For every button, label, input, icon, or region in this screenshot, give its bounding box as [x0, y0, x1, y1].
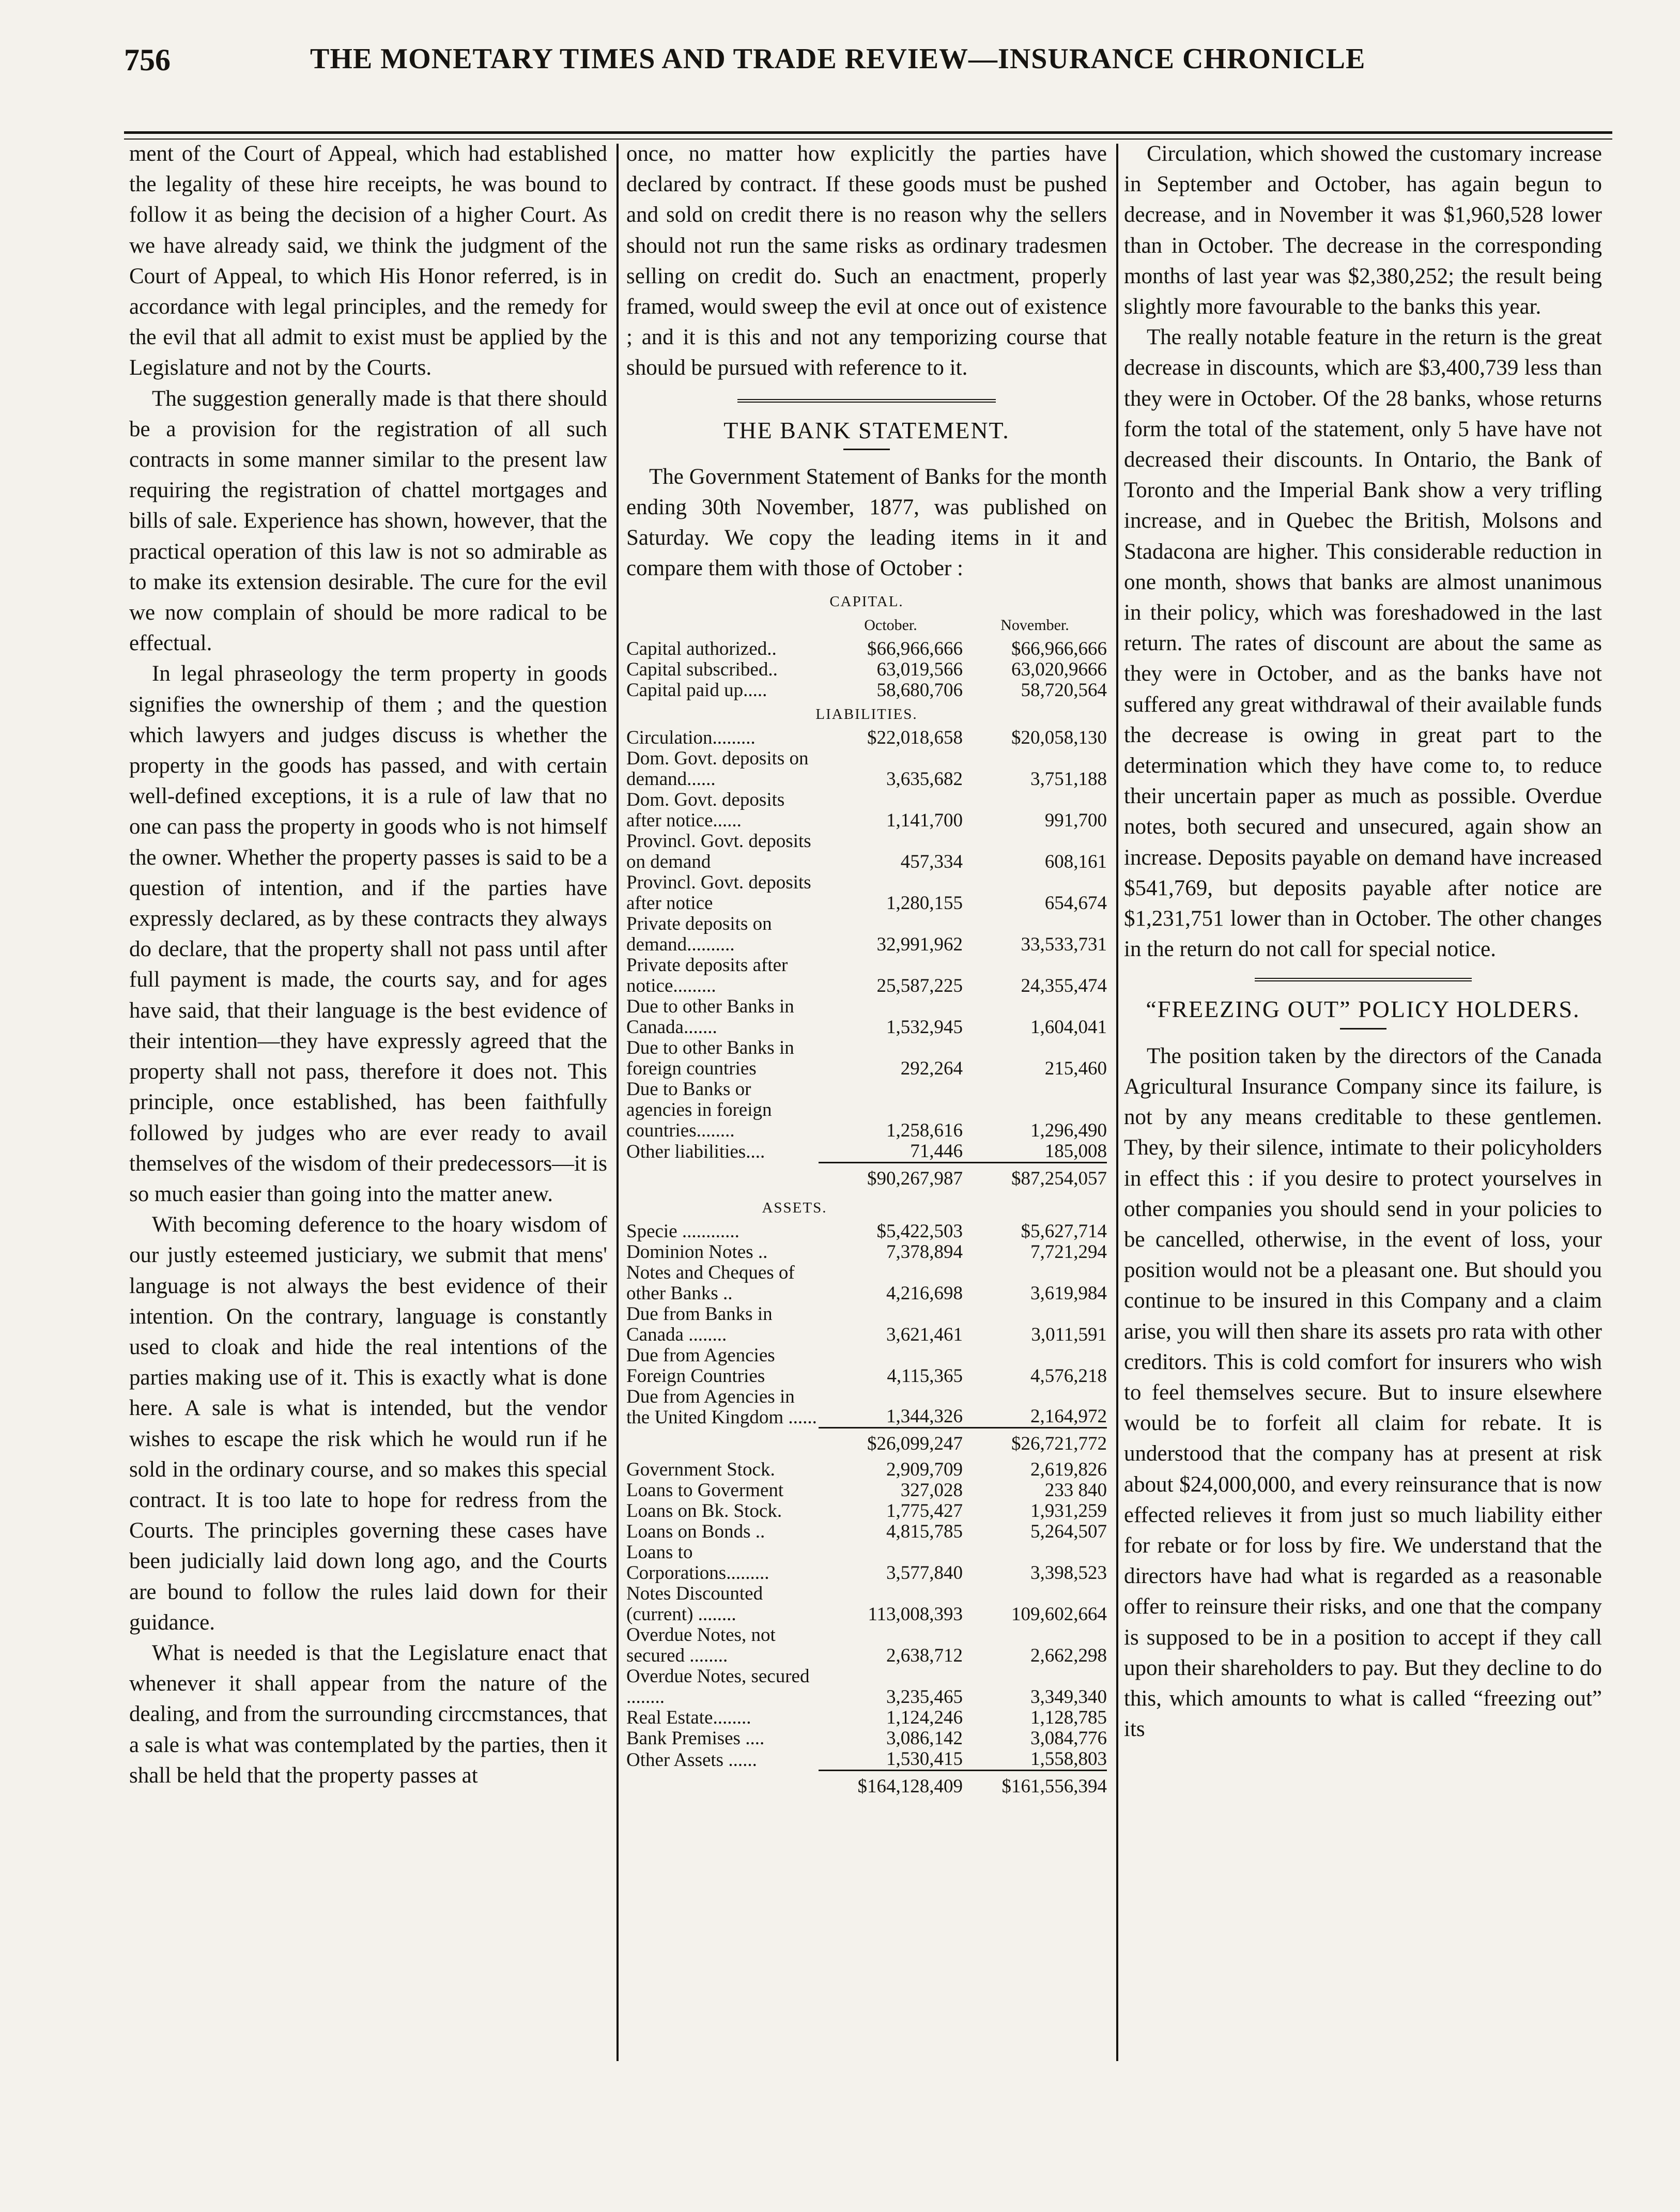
column-head-october: October.	[864, 616, 917, 634]
october-value: 4,115,365	[887, 1365, 963, 1387]
row-label: Overdue Notes, not secured ........	[626, 1624, 776, 1667]
november-value: 109,602,664	[1011, 1604, 1107, 1625]
november-value: 7,721,294	[1030, 1241, 1107, 1263]
row-label: Due to Banks or agencies in foreign countries........	[626, 1078, 772, 1141]
row-label: Due from Agencies Foreign Countries	[626, 1344, 775, 1387]
capital-row	[626, 659, 1107, 680]
october-value: 3,621,461	[886, 1324, 963, 1345]
asset-row	[626, 1263, 1107, 1304]
asset-row	[626, 1542, 1107, 1584]
liability-row	[626, 1038, 1107, 1079]
running-title: THE MONETARY TIMES AND TRADE REVIEW—INSURANCE CHRONICLE	[310, 43, 1366, 75]
row-label: Dom. Govt. deposits after notice......	[626, 789, 785, 831]
row-label: Due from Agencies in the United Kingdom ......	[626, 1386, 817, 1428]
october-value: 1,530,415	[886, 1748, 963, 1770]
capital-heading: CAPITAL.	[829, 593, 904, 610]
article-paragraph: Circulation, which showed the customary increase in September and October, has again begun to decrease, and in November it was $1,960,528 lower than in October. The decrease in the corresponding months of last year was $2,380,252; the result being slightly more favourable to the banks this year.	[1124, 142, 1602, 319]
november-value: 2,662,298	[1030, 1645, 1107, 1667]
october-value: 2,638,712	[886, 1645, 963, 1667]
november-value: 3,398,523	[1030, 1562, 1107, 1584]
row-label: Government Stock.	[626, 1459, 775, 1481]
article-paragraph: With becoming deference to the hoary wisdom of our justly esteemed justiciary, we submit that mens' language is not always the best evidence of their intention. On the contrary, language is constantly used to cloak and hide the real intentions of the parties making use of it. This is exactly what is done here. A sale is what is intended, but the vendor wishes to escape the risk which he would run if he sold in the ordinary course, and so makes this special contract. It is too late to hope for redress from the Courts. The principles governing these cases have been judicially laid down long ago, and the Courts are bound to follow the rules laid down for their guidance.	[129, 1212, 607, 1635]
november-value: 1,558,803	[1030, 1748, 1107, 1770]
october-value: 1,775,427	[886, 1500, 963, 1522]
october-value: 4,216,698	[886, 1282, 963, 1304]
article-paragraph: In legal phraseology the term property in goods signifies the ownership of them ; and the question which lawyers and judges discuss is whether the property in the goods has passed, and with certain well-defined exceptions, it is a rule of law that no one can pass the property in goods who is not himself the owner. Whether the property passes is said to be a question of intention, and if the parties have expressly declared, as by these contracts they always do declare, that the property shall not pass until after full payment is made, the courts say, and for ages have said, that their language is the best evidence of their intention—they have expressly agreed that the property shall not pass, therefore it does not. This principle, once established, has been faithfully followed by judges who are ever ready to avail themselves of the wisdom of their predecessors—it is so much easier than going into the matter anew.	[129, 662, 607, 1206]
liability-row	[626, 1079, 1107, 1141]
asset-row	[626, 1345, 1107, 1387]
row-label: Circulation.........	[626, 727, 756, 748]
row-label: Due from Banks in Canada ........	[626, 1303, 773, 1345]
row-label: Notes and Cheques of other Banks ..	[626, 1262, 795, 1304]
row-label: Private deposits after notice.........	[626, 954, 788, 996]
asset-row	[626, 1501, 1107, 1522]
october-value: 58,680,706	[876, 679, 963, 701]
november-value: 1,128,785	[1030, 1707, 1107, 1729]
october-value: 63,019,566	[876, 658, 963, 680]
section-rule	[1255, 978, 1472, 981]
october-value: 1,344,326	[886, 1406, 963, 1427]
october-value: 4,815,785	[886, 1521, 963, 1543]
asset-row	[626, 1221, 1107, 1242]
november-value: 5,264,507	[1030, 1521, 1107, 1543]
november-value: 3,011,591	[1031, 1324, 1107, 1345]
liability-row	[626, 872, 1107, 914]
asset-row	[626, 1749, 1107, 1771]
row-label: Dominion Notes ..	[626, 1241, 768, 1263]
november-value: 2,619,826	[1030, 1459, 1107, 1481]
article-paragraph: What is needed is that the Legislature enact that whenever it shall appear from the nature of the dealing, and from the surrounding circcmstances, that a sale is what was contemplated by the parties, then it shall be held that the property passes at	[129, 1640, 607, 1788]
assets-total-november: $161,556,394	[963, 1771, 1107, 1798]
october-value: 71,446	[910, 1140, 963, 1162]
liability-row	[626, 728, 1107, 748]
october-value: 1,141,700	[886, 809, 963, 831]
asset-row	[626, 1666, 1107, 1708]
october-value: 1,124,246	[886, 1707, 963, 1729]
lead-paragraph: The Government Statement of Banks for the month ending 30th November, 1877, was published on Saturday. We copy the leading items in it and compare them with those of October :	[626, 464, 1107, 581]
asset-row	[626, 1242, 1107, 1263]
row-label: Other liabilities....	[626, 1141, 765, 1163]
row-label: Loans to Goverment	[626, 1480, 784, 1501]
asset-row	[626, 1522, 1107, 1542]
title-underline	[1340, 1028, 1386, 1030]
november-value: 991,700	[1044, 809, 1107, 831]
october-value: $66,966,666	[867, 638, 963, 659]
november-value: $5,627,714	[1021, 1220, 1107, 1242]
november-value: 215,460	[1044, 1057, 1107, 1079]
row-label: Bank Premises ....	[626, 1728, 765, 1749]
october-value: 2,909,709	[886, 1459, 963, 1481]
column-2	[626, 139, 1107, 1797]
november-value: 3,619,984	[1030, 1282, 1107, 1304]
november-value: 63,020,9666	[1011, 658, 1107, 680]
october-value: 1,258,616	[886, 1119, 963, 1141]
october-value: 25,587,225	[876, 975, 963, 996]
liability-row	[626, 955, 1107, 996]
liabilities-heading: LIABILITIES.	[815, 705, 918, 723]
asset-row	[626, 1387, 1107, 1428]
assets-subtotal-october: $26,099,247	[819, 1428, 963, 1460]
november-value: 233 840	[1044, 1480, 1107, 1501]
october-value: 3,235,465	[886, 1686, 963, 1708]
row-label: Capital subscribed..	[626, 658, 778, 680]
row-label: Dom. Govt. deposits on demand......	[626, 747, 809, 790]
liability-row	[626, 914, 1107, 955]
section-title-bank-statement: THE BANK STATEMENT.	[723, 417, 1010, 443]
column-1	[129, 139, 607, 1791]
section-rule	[737, 399, 996, 403]
november-value: 1,604,041	[1030, 1016, 1107, 1038]
row-label: Provincl. Govt. deposits after notice	[626, 871, 811, 914]
article-paragraph: The really notable feature in the return is the great decrease in discounts, which are $3,400,739 less than they were in October. Of the 28 banks, whose returns form the total of the statement, only 5 have have not decreased their discounts. In Ontario, the Bank of Toronto and the Imperial Bank show a very trifling increase, and in Quebec the British, Molsons and Stadacona are higher. This considerable reduction in one month, shows that banks are almost unanimous in their policy, which was foreshadowed in the last return. The rates of discount are about the same as they were in October, and as the banks have not suffered any great withdrawal of their available funds the decrease is owing in great part to the determination which they have come to, to reduce their uncertain paper as much as possible. Overdue notes, both secured and unsecured, again show an increase. Deposits payable on demand have increased $541,769, but deposits payable after notice are $1,231,751 lower than in October. The other changes in the return do not call for special notice.	[1124, 325, 1602, 962]
october-value: 457,334	[900, 851, 963, 872]
row-label: Loans to Corporations.........	[626, 1542, 769, 1584]
row-label: Real Estate........	[626, 1707, 751, 1729]
october-value: $5,422,503	[876, 1220, 963, 1242]
november-value: 1,296,490	[1030, 1119, 1107, 1141]
article-paragraph: once, no matter how explicitly the parties have declared by contract. If these goods must be pushed and sold on credit there is no reason why the sellers should not run the same risks as ordinary tradesmen selling on credit do. Such an enactment, properly framed, would sweep the evil at once out of existence ; and it is this and not any temporizing course that should be pursued with reference to it.	[626, 142, 1107, 380]
assets-subtotal-november: $26,721,772	[963, 1428, 1107, 1460]
article-paragraph: The position taken by the directors of the Canada Agricultural Insurance Company since its failure, is not by any means creditable to these gentlemen. They, by their silence, intimate to their policyholders in effect this : if you desire to protect yourselves in other companies you should send in your policies to be cancelled, otherwise, in the event of loss, your position would not be a pleasant one. But should you continue to be insured in this Company and a claim arise, you will then share its assets pro rata with other creditors. This is cold comfort for insurers who wish to feel themselves secure. But to insure elsewhere would be to forfeit all claim for rebate. It is understood that the company has at present at risk about $24,000,000, and every reinsurance that is now effected relieves it from just so much liability either for rebate or for loss by fire. We understand that the directors have had what is regarded as a reasonable offer to reinsure their risks, and one that the company is supposed to be in a position to accept if they call upon their shareholders to pay. But they decline to do this, which amounts to what is called “freezing out” its	[1124, 1043, 1602, 1742]
liability-row	[626, 748, 1107, 790]
october-value: 7,378,894	[886, 1241, 963, 1263]
november-value: $20,058,130	[1011, 727, 1107, 748]
november-value: 608,161	[1044, 851, 1107, 872]
row-label: Provincl. Govt. deposits on demand	[626, 830, 811, 872]
november-value: 58,720,564	[1021, 679, 1107, 701]
november-value: 3,751,188	[1030, 768, 1107, 790]
column-head-november: November.	[1000, 616, 1069, 634]
section-title-freezing-out: “FREEZING OUT” POLICY HOLDERS.	[1146, 996, 1580, 1023]
capital-row	[626, 639, 1107, 659]
liability-row	[626, 1141, 1107, 1163]
november-value: 33,533,731	[1021, 933, 1107, 955]
november-value: 24,355,474	[1021, 975, 1107, 996]
november-value: 3,084,776	[1030, 1728, 1107, 1749]
asset-row	[626, 1480, 1107, 1501]
bank-statement-table	[626, 588, 1107, 1798]
november-value: 4,576,218	[1030, 1365, 1107, 1387]
asset-row	[626, 1728, 1107, 1749]
liability-row	[626, 996, 1107, 1038]
november-value: 3,349,340	[1030, 1686, 1107, 1708]
asset-row	[626, 1304, 1107, 1345]
row-label: Due to other Banks in foreign countries	[626, 1037, 794, 1079]
row-label: Specie ............	[626, 1220, 739, 1242]
october-value: 292,264	[900, 1057, 963, 1079]
asset-row	[626, 1708, 1107, 1728]
october-value: 327,028	[900, 1480, 963, 1501]
liabilities-total-october: $90,267,987	[819, 1162, 963, 1194]
article-paragraph: The suggestion generally made is that there should be a provision for the registration of all such contracts in some manner similar to the present law requiring the registration of chattel mortgages and bills of sale. Experience has shown, however, that the practical operation of this law is not so admirable as to make its extension desirable. The cure for the evil we now complain of should be more radical to be effectual.	[129, 386, 607, 656]
title-underline	[843, 449, 890, 450]
assets-total-october: $164,128,409	[819, 1771, 963, 1798]
november-value: 654,674	[1044, 892, 1107, 914]
october-value: 1,280,155	[886, 892, 963, 914]
liability-row	[626, 790, 1107, 831]
row-label: Capital authorized..	[626, 638, 777, 659]
capital-row	[626, 680, 1107, 701]
row-label: Due to other Banks in Canada.......	[626, 995, 794, 1038]
column-divider-2	[1116, 144, 1118, 2061]
column-3	[1124, 139, 1602, 1744]
october-value: 3,635,682	[886, 768, 963, 790]
assets-heading: ASSETS.	[762, 1199, 827, 1216]
october-value: 3,577,840	[886, 1562, 963, 1584]
october-value: 1,532,945	[886, 1016, 963, 1038]
row-label: Loans on Bonds ..	[626, 1521, 765, 1543]
november-value: 185,008	[1044, 1140, 1107, 1162]
row-label: Notes Discounted (current) ........	[626, 1583, 763, 1625]
october-value: $22,018,658	[867, 727, 963, 748]
november-value: 1,931,259	[1030, 1500, 1107, 1522]
article-paragraph: ment of the Court of Appeal, which had established the legality of these hire receipts, he was bound to follow it as being the decision of a higher Court. As we have already said, we think the judgment of the Court of Appeal, to which His Honor referred, is in accordance with legal principles, and the remedy for the evil that all admit to exist must be applied by the Legislature and not by the Courts.	[129, 142, 607, 380]
row-label: Loans on Bk. Stock.	[626, 1500, 782, 1522]
october-value: 32,991,962	[876, 933, 963, 955]
october-value: 3,086,142	[886, 1728, 963, 1749]
row-label: Private deposits on demand..........	[626, 913, 772, 955]
row-label: Other Assets ......	[626, 1749, 757, 1771]
column-divider-1	[616, 144, 619, 2061]
october-value: 113,008,393	[868, 1604, 963, 1625]
asset-row	[626, 1460, 1107, 1480]
asset-row	[626, 1625, 1107, 1666]
row-label: Overdue Notes, secured ........	[626, 1666, 810, 1708]
liabilities-total-november: $87,254,057	[963, 1162, 1107, 1194]
row-label: Capital paid up.....	[626, 679, 767, 701]
asset-row	[626, 1584, 1107, 1625]
november-value: 2,164,972	[1030, 1406, 1107, 1427]
page-number: 756	[124, 43, 171, 77]
november-value: $66,966,666	[1011, 638, 1107, 659]
header-rule	[124, 131, 1612, 134]
liability-row	[626, 831, 1107, 872]
